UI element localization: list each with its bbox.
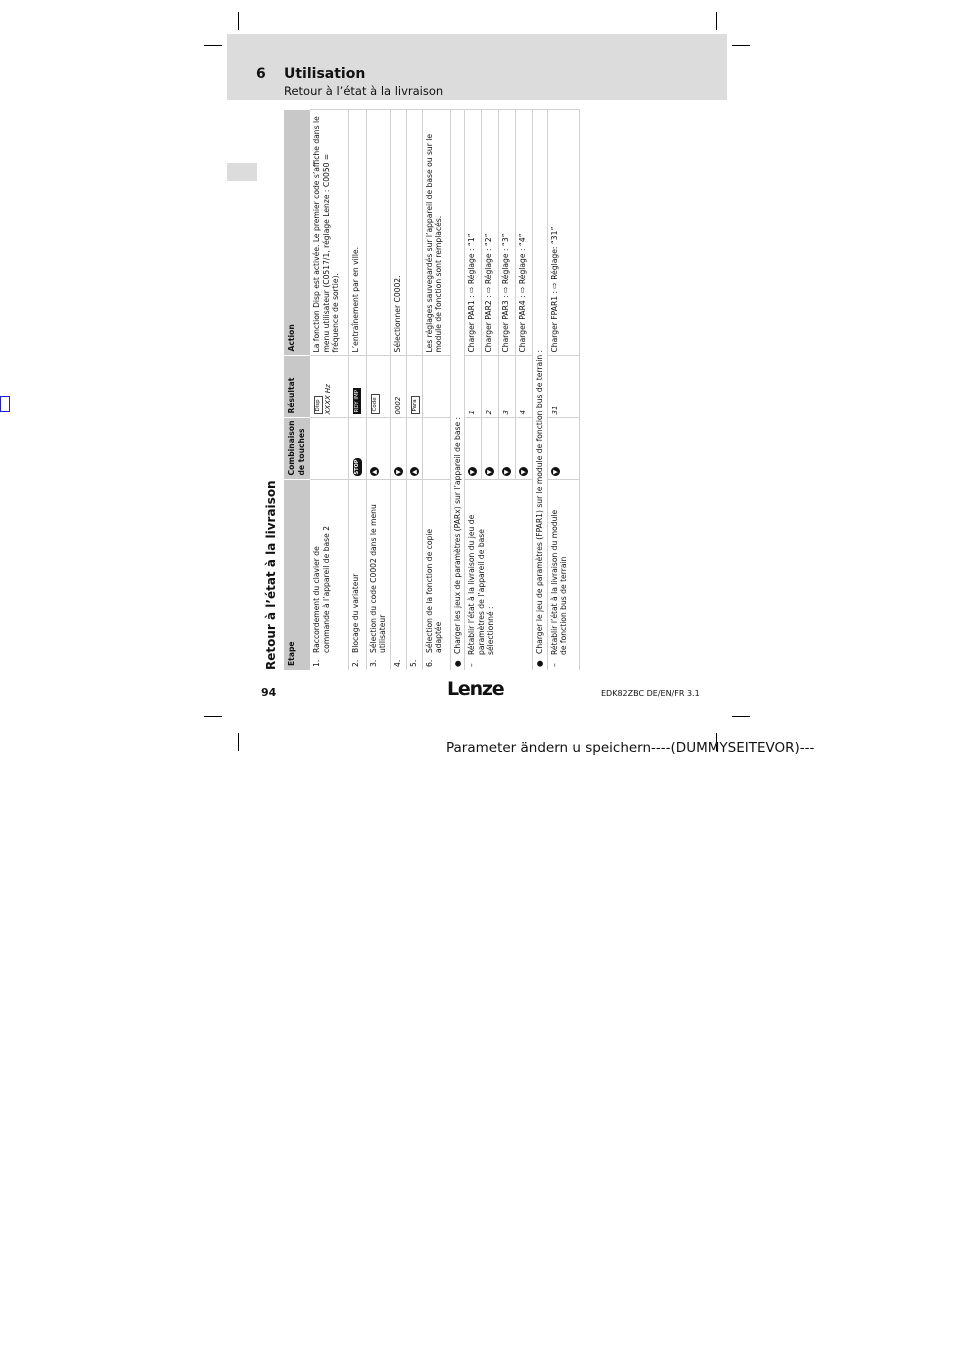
- steps-table: [284, 110, 580, 671]
- table-row: [390, 110, 406, 670]
- result-cell: [482, 356, 499, 418]
- footer-note: Parameter ändern u speichern----(DUMMYSEITEVOR)---: [446, 740, 815, 756]
- table-row: [366, 110, 390, 670]
- down-key-icon: ▼: [468, 468, 477, 477]
- result-cell: [516, 356, 533, 418]
- lcd-value: 4: [519, 410, 527, 415]
- keys-cell: [390, 418, 406, 480]
- col-header-etape: Etape: [284, 480, 310, 670]
- step-text: Blocage du variateur: [350, 573, 360, 653]
- action-cell: Sélectionner C0002.: [390, 110, 406, 356]
- down-key-icon: ▼: [502, 468, 511, 477]
- chapter-subtitle: Retour à l’état à la livraison: [284, 84, 444, 98]
- keys-cell: [348, 418, 366, 480]
- action-cell: Les réglages sauvegardés sur l’appareil de base ou sur le module de fonction sont remplacés.: [422, 110, 450, 356]
- lcd-value: 1: [468, 410, 476, 415]
- table-row: [547, 110, 579, 670]
- keys-cell: [516, 418, 533, 480]
- group-label-cell: [465, 480, 533, 670]
- crop-mark: [238, 733, 239, 751]
- action-cell: Charger FPAR1 : ⇨ Réglage: “31”: [547, 110, 579, 356]
- margin-marker: [0, 396, 10, 412]
- result-cell: [366, 356, 390, 418]
- lcd-value: 31: [550, 405, 559, 415]
- down-key-icon: ▼: [519, 468, 528, 477]
- result-cell: [422, 356, 450, 418]
- crop-mark: [716, 12, 717, 30]
- lcd-value: 2: [485, 410, 493, 415]
- action-cell: Charger PAR3 : ⇨ Réglage : “3”: [499, 110, 516, 356]
- keys-cell: [482, 418, 499, 480]
- col-header-keys: Combinaison de touches: [284, 418, 310, 480]
- action-cell: La fonction Disp est activée. Le premier code s’affiche dans le menu utilisateur (C0517/1, réglage Lenze : C0050 = fréquence de sortie).: [310, 110, 348, 356]
- col-header-action: Action: [284, 110, 310, 356]
- table-row: [465, 110, 482, 670]
- lcd-value: 0002: [393, 396, 402, 415]
- stop-key-icon: STOP: [353, 459, 360, 475]
- rotated-table-block: [258, 110, 608, 670]
- group-label-par: Rétablir l’état à la livraison du jeu de paramètres de l’appareil de base sélectionné :: [467, 514, 495, 655]
- display-indicator: Para: [411, 396, 420, 414]
- result-cell: [465, 356, 482, 418]
- group-heading-cell: ● Charger les jeux de paramètres (PARx) sur l’appareil de base :: [450, 110, 465, 670]
- page-number: 94: [261, 686, 277, 699]
- keys-cell: [366, 418, 390, 480]
- crop-mark: [732, 45, 750, 46]
- status-indicator: RDY IMP: [353, 389, 360, 413]
- action-cell: Charger PAR1 : ⇨ Réglage : “1”: [465, 110, 482, 356]
- step-cell: [310, 480, 348, 670]
- step-number: 2.: [350, 659, 360, 667]
- table-row: [348, 110, 366, 670]
- table-header-row: [284, 110, 310, 670]
- crop-mark: [204, 716, 222, 717]
- display-indicator: Disp: [314, 396, 323, 414]
- group-heading-row: [533, 110, 548, 670]
- display-indicator: Code: [371, 394, 380, 414]
- result-cell: [348, 356, 366, 418]
- table-row: [406, 110, 422, 670]
- down-key-icon: ▼: [485, 468, 494, 477]
- chapter-number: 6: [256, 66, 266, 82]
- step-text: Sélection du code C0002 dans le menu utilisateur: [368, 504, 387, 653]
- action-cell: [406, 110, 422, 356]
- dash-marker: –: [549, 663, 559, 667]
- step-text: Sélection de la fonction de copie adaptée: [424, 528, 443, 653]
- group-label-cell: [547, 480, 579, 670]
- group-heading-row: [450, 110, 465, 670]
- lenze-logo: Lenze: [447, 678, 504, 700]
- chapter-title: Utilisation: [284, 66, 366, 82]
- down-key-icon: ▼: [394, 468, 403, 477]
- down-key-icon: ▼: [551, 468, 560, 477]
- keys-cell: [465, 418, 482, 480]
- result-cell: [406, 356, 422, 418]
- crop-mark: [204, 45, 222, 46]
- step-cell: [422, 480, 450, 670]
- crop-mark: [238, 12, 239, 30]
- keys-cell: [310, 418, 348, 480]
- step-number: 1.: [312, 659, 321, 667]
- keys-cell: [499, 418, 516, 480]
- document-id: EDK82ZBC DE/EN/FR 3.1: [601, 689, 700, 698]
- result-cell: [547, 356, 579, 418]
- up-key-icon: ▲: [370, 468, 379, 477]
- group-label-fpar: Rétablir l’état à la livraison du module de fonction bus de terrain: [549, 509, 568, 655]
- group-heading-fpar: Charger le jeu de paramètres (FPAR1) sur le module de fonction bus de terrain :: [535, 349, 544, 654]
- step-number: 4.: [392, 659, 402, 667]
- action-cell: Charger PAR2 : ⇨ Réglage : “2”: [482, 110, 499, 356]
- action-cell: [366, 110, 390, 356]
- table-row: [310, 110, 348, 670]
- step-number: 6.: [424, 659, 434, 667]
- result-cell: [499, 356, 516, 418]
- result-cell: [390, 356, 406, 418]
- step-cell: [390, 480, 406, 670]
- action-cell: Charger PAR4 : ⇨ Réglage : “4”: [516, 110, 533, 356]
- lcd-value: XXXX Hz: [324, 384, 332, 415]
- step-cell: [366, 480, 390, 670]
- group-heading-par: Charger les jeux de paramètres (PARx) sur l’appareil de base :: [452, 416, 462, 654]
- side-tab-marker: [227, 163, 257, 181]
- dash-marker: –: [467, 663, 476, 667]
- table-row: [422, 110, 450, 670]
- keys-cell: [406, 418, 422, 480]
- lcd-value: 3: [502, 410, 510, 415]
- keys-cell: [422, 418, 450, 480]
- group-heading-cell: ● Charger le jeu de paramètres (FPAR1) sur le module de fonction bus de terrain :: [533, 110, 548, 670]
- section-title: Retour à l’état à la livraison: [264, 480, 278, 670]
- keys-cell: [547, 418, 579, 480]
- step-cell: [348, 480, 366, 670]
- step-number: 5.: [408, 659, 418, 667]
- step-cell: [406, 480, 422, 670]
- step-text: Raccordement du clavier de commande à l’appareil de base 2: [312, 525, 331, 653]
- crop-mark: [732, 716, 750, 717]
- action-cell: L’entraînement par en ville.: [348, 110, 366, 356]
- result-cell: [310, 356, 348, 418]
- up-key-icon: ▲: [410, 468, 419, 477]
- col-header-result: Résultat: [284, 356, 310, 418]
- step-number: 3.: [368, 659, 378, 667]
